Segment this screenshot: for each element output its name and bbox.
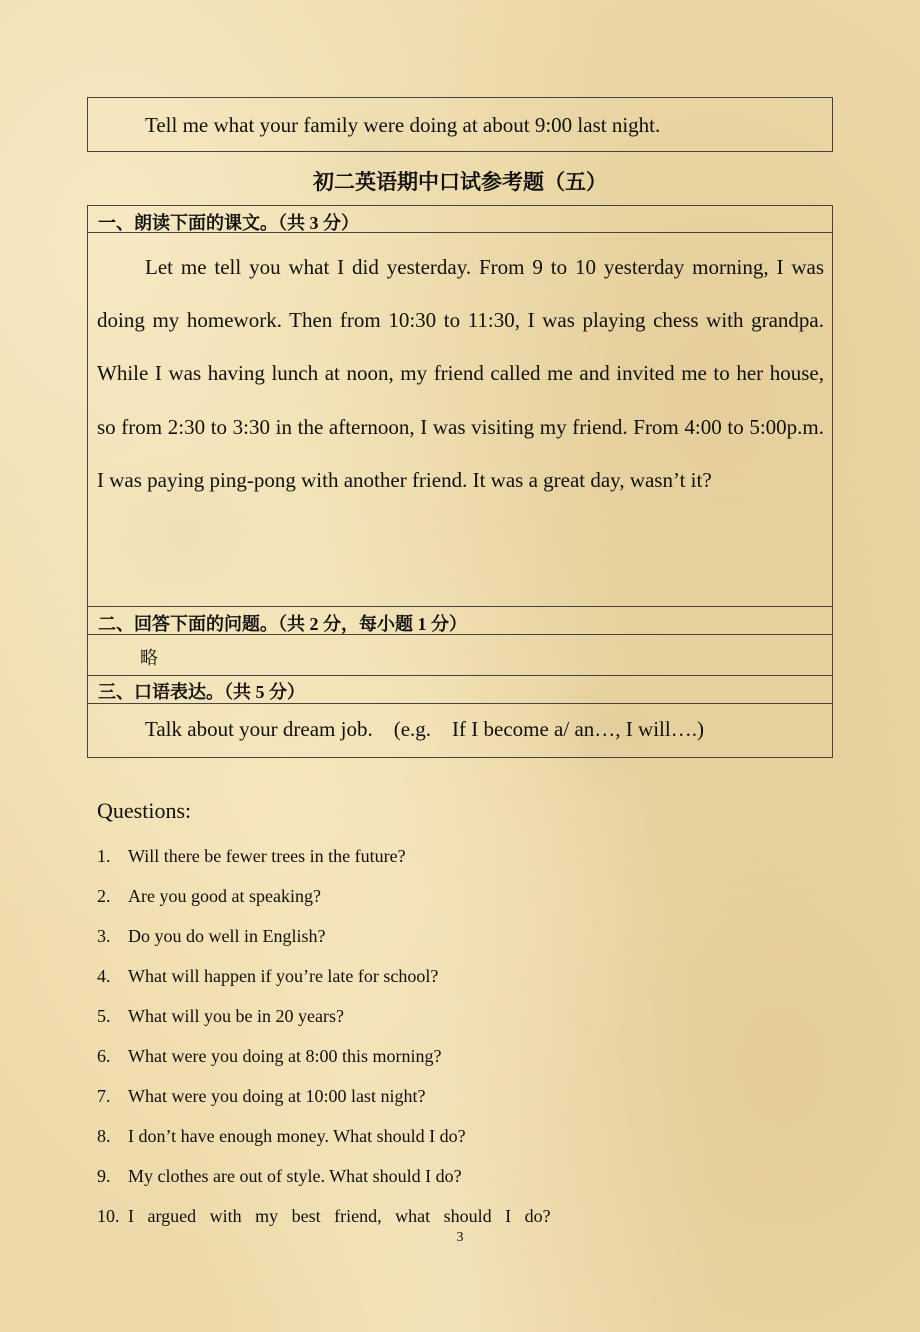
part2-heading: 二、回答下面的问题。（共 2 分，每小题 1 分） — [98, 614, 467, 634]
question-number: 6. — [97, 1046, 111, 1066]
question-number: 8. — [97, 1126, 111, 1146]
table-divider — [88, 634, 832, 635]
top-prompt-box — [87, 97, 833, 152]
question-text: I don’t have enough money. What should I do? — [128, 1126, 466, 1146]
question-number: 7. — [97, 1086, 111, 1106]
question-number: 3. — [97, 926, 111, 946]
part2-content: 略 — [140, 648, 158, 668]
question-number: 1. — [97, 846, 111, 866]
question-text: My clothes are out of style. What should I do? — [128, 1166, 462, 1186]
question-number: 5. — [97, 1006, 111, 1026]
section-title: 初二英语期中口试参考题（五） — [313, 170, 607, 194]
reading-passage-text: Let me tell you what I did yesterday. From 9 to 10 yesterday morning, I was doing my homework. Then from 10:30 to 11:30, I was playing chess with grandpa. While I was having lunch at noon, my friend called me and invited me to her house, so from 2:30 to 3:30 in the afternoon, I was visiting my friend. From 4:00 to 5:00p.m. I was paying ping-pong with another friend. It was a great day, wasn’t it? — [97, 255, 824, 492]
question-text: Will there be fewer trees in the future? — [128, 846, 406, 866]
table-divider — [88, 675, 832, 676]
part1-heading: 一、朗读下面的课文。（共 3 分） — [98, 213, 359, 233]
question-number: 2. — [97, 886, 111, 906]
part3-content: Talk about your dream job. (e.g. If I become a/ an…, I will….) — [145, 717, 704, 741]
part3-heading: 三、口语表达。（共 5 分） — [98, 682, 305, 702]
question-text: What will you be in 20 years? — [128, 1006, 344, 1026]
question-number: 9. — [97, 1166, 111, 1186]
table-divider — [88, 703, 832, 704]
page-number: 3 — [456, 1230, 464, 1245]
question-text: Do you do well in English? — [128, 926, 326, 946]
question-text: What were you doing at 8:00 this morning? — [128, 1046, 442, 1066]
table-divider — [88, 232, 832, 233]
question-text: What were you doing at 10:00 last night? — [128, 1086, 426, 1106]
question-text: What will happen if you’re late for school? — [128, 966, 439, 986]
question-number: 10. — [97, 1206, 120, 1226]
table-divider — [88, 606, 832, 607]
exam-table — [87, 205, 833, 758]
question-number: 4. — [97, 966, 111, 986]
questions-title: Questions: — [97, 798, 192, 823]
question-text: Are you good at speaking? — [128, 886, 321, 906]
top-prompt-text: Tell me what your family were doing at about 9:00 last night. — [145, 113, 661, 137]
question-text: I argued with my best friend, what should I do? — [128, 1206, 551, 1226]
reading-passage — [97, 241, 824, 507]
